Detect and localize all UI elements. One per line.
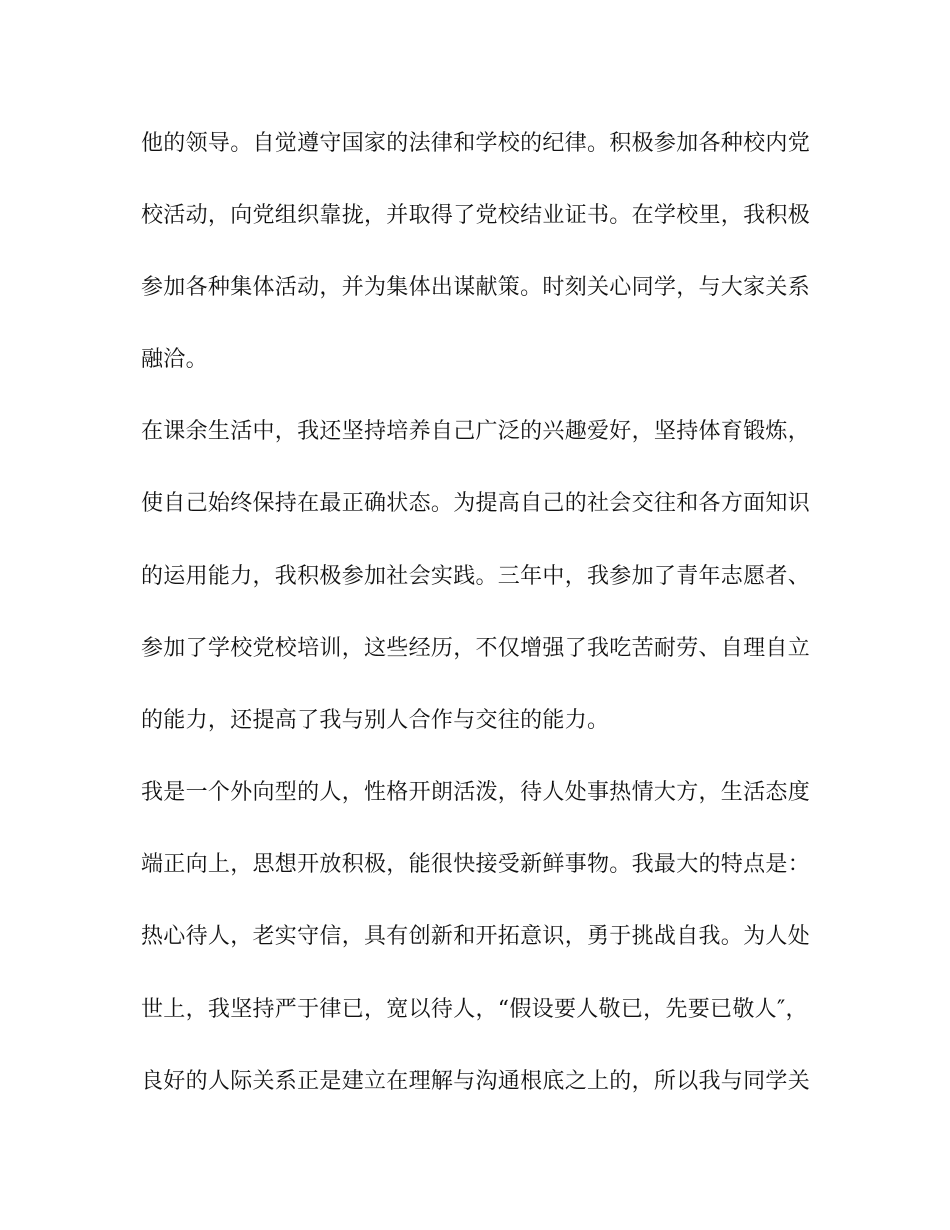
text-line: 热心待人，老实守信，具有创新和开拓意识，勇于挑战自我。为人处 xyxy=(141,924,811,949)
text-line: 的运用能力，我积极参加社会实践。三年中，我参加了青年志愿者、 xyxy=(141,564,811,589)
text-line: 的能力，还提高了我与别人合作与交往的能力。 xyxy=(141,708,610,733)
text-line: 参加了学校党校培训，这些经历，不仅增强了我吃苦耐劳、自理自立 xyxy=(141,636,811,661)
text-line: 校活动，向党组织靠拢，并取得了党校结业证书。在学校里，我积极 xyxy=(141,203,811,228)
text-line: 良好的人际关系正是建立在理解与沟通根底之上的，所以我与同学关 xyxy=(141,1069,811,1094)
text-line: 我是一个外向型的人，性格开朗活泼，待人处事热情大方，生活态度 xyxy=(141,780,811,805)
text-line: 在课余生活中，我还坚持培养自己广泛的兴趣爱好，坚持体育锻炼， xyxy=(141,419,811,444)
text-line: 端正向上，思想开放积极，能很快接受新鲜事物。我最大的特点是： xyxy=(141,852,811,877)
text-line: 参加各种集体活动，并为集体出谋献策。时刻关心同学，与大家关系 xyxy=(141,275,811,300)
text-line: 世上，我坚持严于律已，宽以待人，“假设要人敬已，先要已敬人″， xyxy=(141,997,808,1022)
text-line: 使自己始终保持在最正确状态。为提高自己的社会交往和各方面知识 xyxy=(141,491,811,516)
text-line: 融洽。 xyxy=(141,347,208,372)
text-line: 他的领导。自觉遵守国家的法律和学校的纪律。积极参加各种校内党 xyxy=(141,131,811,156)
